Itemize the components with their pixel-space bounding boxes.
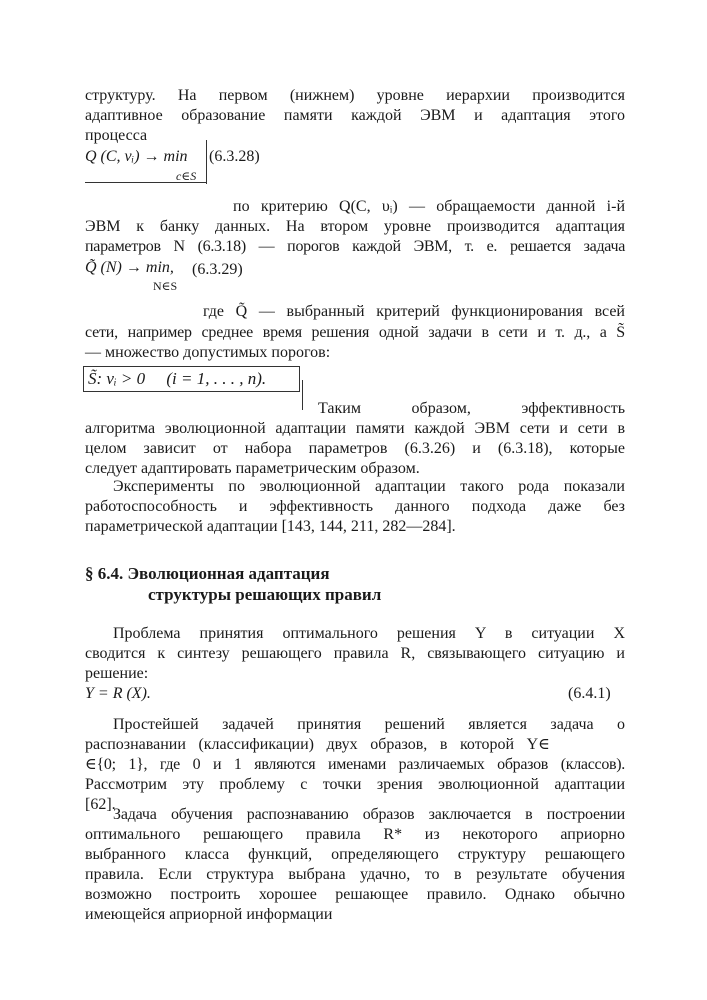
text-line: правила. Если структура выбрана удачно, то в результате обучения (85, 866, 625, 883)
text-line: сводится к синтезу решающего правила R, связывающего ситуацию и (85, 645, 625, 662)
text-line: Проблема принятия оптимального решения Y в ситуации X (113, 625, 625, 642)
text-line: параметрической адаптации [143, 144, 211, 282—284]. (85, 518, 456, 535)
text-line: работоспособность и эффективность данного подхода даже без (85, 498, 625, 515)
text-line: структуру. На первом (нижнем) уровне иерархии производится (85, 87, 625, 104)
text-line: сети, например среднее время решения одной задачи в сети и т. д., а S̃ (85, 324, 625, 341)
text-line: Таким образом, эффективность (318, 400, 625, 417)
formula-6-3-28 (85, 147, 188, 167)
text-line: адаптивное образование памяти каждой ЭВМ и адаптация этого (85, 107, 625, 124)
formula-constraint: S̃: νᵢ > 0 (i = 1, . . . , n). (88, 369, 267, 388)
text-line: распознавании (классификации) двух образов, в которой Y∈ (85, 736, 550, 753)
formula-6-4-1: Y = R (X). (85, 685, 151, 702)
text-line: параметров N (6.3.18) — порогов каждой ЭВМ, т. е. решается задача (85, 238, 625, 255)
formula-divider (206, 140, 207, 184)
formula-underline (85, 182, 206, 183)
text-line: ∈{0; 1}, где 0 и 1 являются именами различаемых образов (классов). (85, 756, 625, 773)
text-line: по критерию Q(C, υᵢ) — обращаемости данной i-й (233, 198, 625, 215)
equation-number: (6.4.1) (568, 685, 611, 702)
text-line: [62]. (85, 796, 116, 813)
formula-6-3-29 (85, 258, 174, 278)
formula-subscript: c∈S (176, 169, 197, 183)
text-line: Простейшей задачей принятия решений является задача о (113, 716, 625, 733)
text-line: имеющейся априорной информации (85, 906, 333, 923)
text-line: решение: (85, 665, 149, 682)
text-line: оптимального решающего правила R* из некоторого априорно (85, 826, 625, 843)
formula-expression: Q̃ (N) → min, (85, 259, 174, 276)
text-line: Задача обучения распознаванию образов заключается в построении (113, 806, 625, 823)
text-line: где Q̃ — выбранный критерий функционирования всей (203, 303, 625, 320)
formula-expression: Q (C, νᵢ) → min (85, 148, 188, 165)
text-line: алгоритма эволюционной адаптации памяти каждой ЭВМ сети и сети в (85, 420, 625, 437)
text-line: Эксперименты по эволюционной адаптации такого рода показали (113, 478, 625, 495)
text-line: Рассмотрим эту проблему с точки зрения эволюционной адаптации (85, 776, 625, 793)
section-heading: структуры решающих правил (148, 585, 382, 604)
formula-subscript: N∈S (153, 279, 178, 293)
section-heading: § 6.4. Эволюционная адаптация (85, 564, 330, 583)
formula-divider (302, 380, 303, 410)
text-line: выбранного класса функций, определяющего структуру решающего (85, 846, 625, 863)
text-line: — множество допустимых порогов: (85, 344, 331, 361)
text-line: следует адаптировать параметрическим образом. (85, 460, 420, 477)
text-line: процесса (85, 127, 148, 144)
text-line: ЭВМ к банку данных. На втором уровне производится адаптация (85, 218, 625, 235)
text-line: целом зависит от набора параметров (6.3.26) и (6.3.18), которые (85, 440, 625, 457)
equation-number: (6.3.29) (192, 261, 243, 278)
text-line: возможно построить хорошее решающее правило. Однако обычно (85, 886, 625, 903)
equation-number: (6.3.28) (209, 148, 260, 165)
